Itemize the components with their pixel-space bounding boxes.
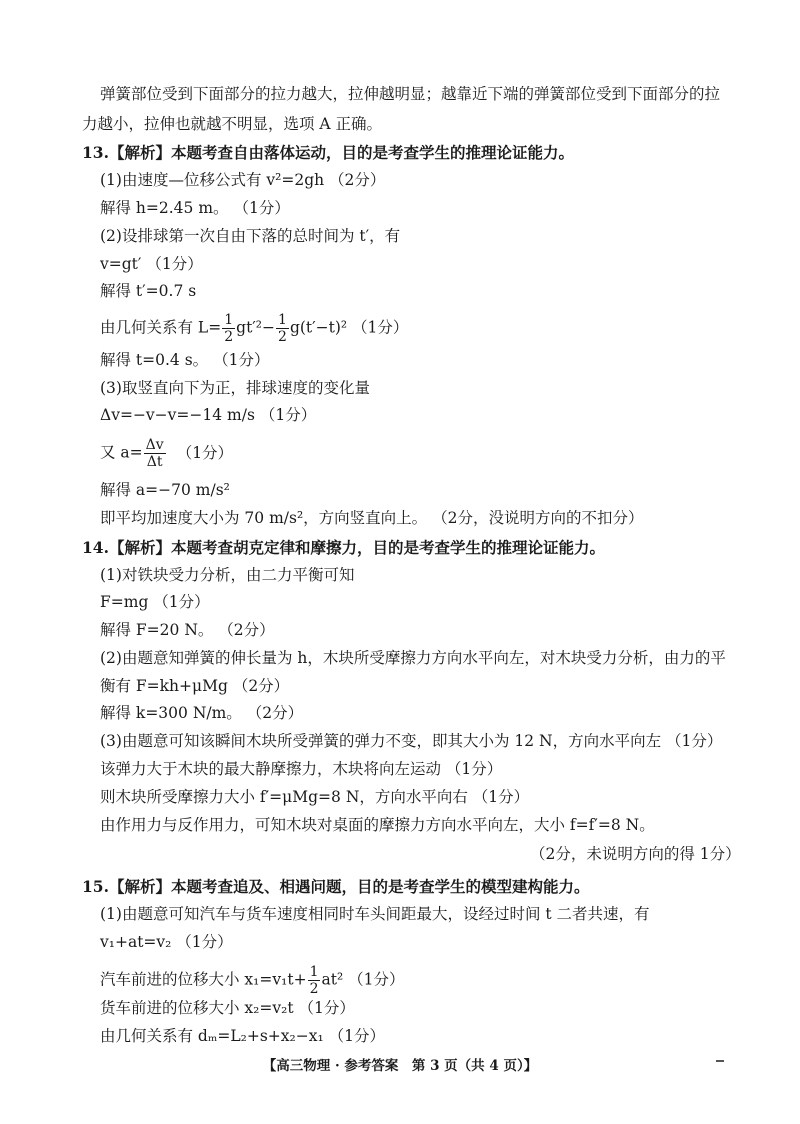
text-line: v=gt′ （1分） bbox=[100, 255, 203, 273]
fraction-numerator: 1 bbox=[224, 312, 234, 328]
text-line: (3)由题意可知该瞬间木块所受弹簧的弹力不变，即其大小为 12 N，方向水平向左 （1分） bbox=[100, 732, 723, 750]
text-line: (1)由题意可知汽车与货车速度相同时车头间距最大，设经过时间 t 二者共速，有 bbox=[100, 905, 650, 923]
text-line: 解得 a=−70 m/s² bbox=[100, 481, 230, 499]
score-note: （2分，未说明方向的得 1分） bbox=[530, 845, 741, 863]
page-footer: 【高三物理 · 参考答案 第 3 页（共 4 页）】 bbox=[262, 1058, 538, 1074]
equation-term: at² （1分） bbox=[321, 970, 405, 989]
fraction-dv-dt bbox=[144, 437, 166, 470]
equation-term: gt′²− bbox=[236, 318, 276, 337]
fraction-denominator: 2 bbox=[278, 329, 287, 345]
question-14-heading: 14.【解析】本题考查胡克定律和摩擦力，目的是考查学生的推理论证能力。 bbox=[82, 538, 605, 557]
question-15-heading: 15.【解析】本题考查追及、相遇问题，目的是考查学生的模型建构能力。 bbox=[82, 877, 590, 896]
text-line: (2)设排球第一次自由下落的总时间为 t′，有 bbox=[100, 227, 401, 245]
text-line: 解得 F=20 N。 （2分） bbox=[100, 621, 275, 639]
fraction-half bbox=[222, 312, 235, 345]
fraction-numerator: 1 bbox=[278, 312, 287, 328]
scan-mark bbox=[716, 1060, 724, 1062]
text-line: 由作用力与反作用力，可知木块对桌面的摩擦力方向水平向左，大小 f=f′=8 N。 bbox=[100, 816, 655, 834]
text-line: F=mg （1分） bbox=[100, 593, 210, 611]
equation-line bbox=[100, 964, 404, 997]
text-line: 解得 t=0.4 s。 （1分） bbox=[100, 351, 270, 369]
equation-prefix: 由几何关系有 L= bbox=[100, 318, 222, 337]
question-13-heading: 13.【解析】本题考查自由落体运动，目的是考查学生的推理论证能力。 bbox=[82, 143, 574, 162]
fraction-half bbox=[308, 964, 321, 997]
text-line: (2)由题意知弹簧的伸长量为 h，木块所受摩擦力方向水平向左，对木块受力分析，由力的平 bbox=[100, 649, 726, 667]
text-line: 解得 h=2.45 m。 （1分） bbox=[100, 199, 290, 217]
text-line: 由几何关系有 dₘ=L₂+s+x₂−x₁ （1分） bbox=[100, 1027, 385, 1045]
text-line: (1)对铁块受力分析，由二力平衡可知 bbox=[100, 566, 355, 584]
fraction-numerator: 1 bbox=[309, 964, 319, 980]
text-line: (3)取竖直向下为正，排球速度的变化量 bbox=[100, 379, 370, 397]
text-line: (1)由速度—位移公式有 v²=2gh （2分） bbox=[100, 171, 386, 189]
text-line: 力越小，拉伸也就越不明显，选项 A 正确。 bbox=[82, 115, 383, 133]
text-line: 该弹力大于木块的最大静摩擦力，木块将向左运动 （1分） bbox=[100, 760, 503, 778]
text-line: Δv=−v−v=−14 m/s （1分） bbox=[100, 406, 317, 424]
equation-prefix: 汽车前进的位移大小 x₁=v₁t+ bbox=[100, 970, 307, 989]
fraction-denominator: Δt bbox=[146, 454, 163, 470]
text-line: 解得 k=300 N/m。 （2分） bbox=[100, 704, 304, 722]
fraction-numerator: Δv bbox=[145, 437, 164, 453]
equation-prefix: 又 a= bbox=[100, 443, 143, 462]
text-line: v₁+at=v₂ （1分） bbox=[100, 933, 233, 951]
score-note: （1分） bbox=[176, 443, 234, 462]
fraction-denominator: 2 bbox=[309, 981, 319, 997]
text-line: 则木块所受摩擦力大小 f′=μMg=8 N，方向水平向右 （1分） bbox=[100, 788, 530, 806]
equation-line bbox=[100, 312, 408, 345]
text-line: 衡有 F=kh+μMg （2分） bbox=[100, 677, 290, 695]
equation-line bbox=[100, 437, 233, 470]
text-line: 解得 t′=0.7 s bbox=[100, 282, 197, 300]
text-line: 货车前进的位移大小 x₂=v₂t （1分） bbox=[100, 999, 355, 1017]
text-line: 弹簧部位受到下面部分的拉力越大，拉伸越明显；越靠近下端的弹簧部位受到下面部分的拉 bbox=[100, 85, 721, 103]
fraction-half bbox=[276, 312, 289, 345]
text-line: 即平均加速度大小为 70 m/s²，方向竖直向上。 （2分，没说明方向的不扣分） bbox=[100, 509, 644, 527]
equation-term: g(t′−t)² （1分） bbox=[289, 318, 409, 337]
fraction-denominator: 2 bbox=[224, 329, 234, 345]
